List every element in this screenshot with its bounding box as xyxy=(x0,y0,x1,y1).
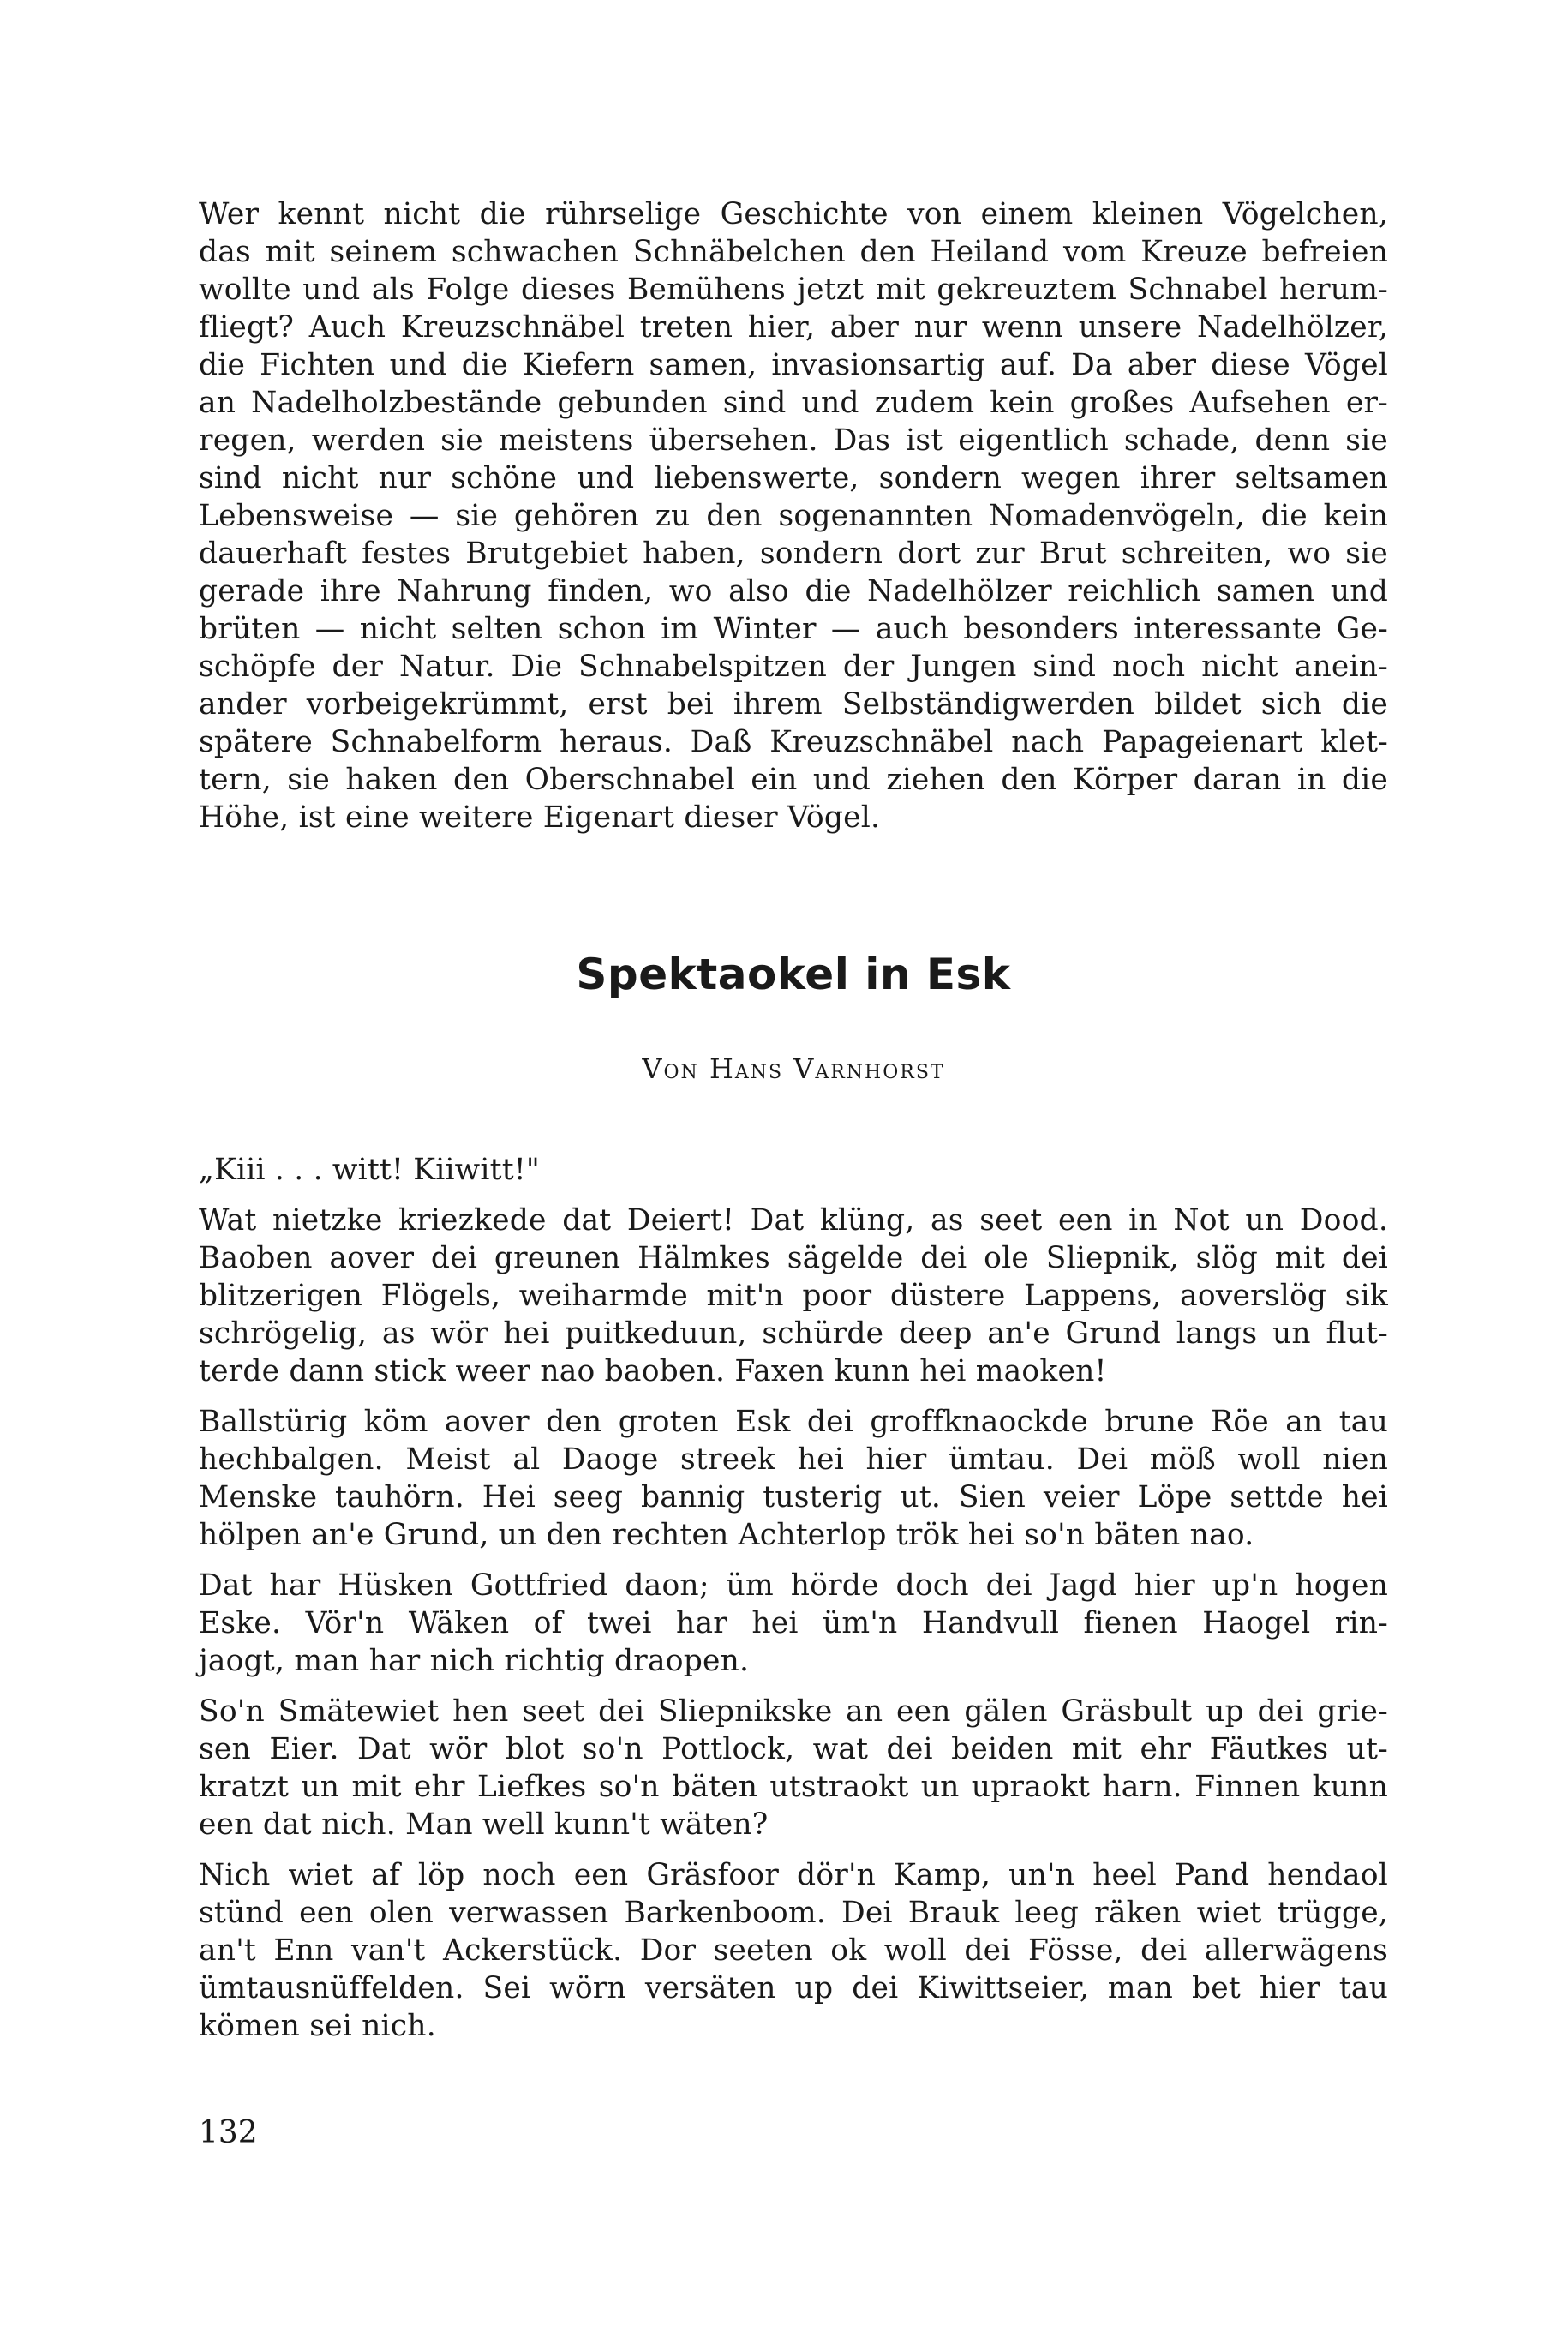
text-line: schrögelig, as wör hei puitkeduun, schürde deep an'e Grund langs un flut- xyxy=(199,1316,1388,1351)
text-line: wollte und als Folge dieses Bemühens jetzt mit gekreuztem Schnabel herum- xyxy=(199,273,1388,307)
text-line: sind nicht nur schöne und liebenswerte, sondern wegen ihrer seltsamen xyxy=(199,461,1388,495)
story-body xyxy=(199,1151,1388,2045)
text-line: tern, sie haken den Oberschnabel ein und ziehen den Körper daran in die xyxy=(199,763,1388,797)
text-line: hechbalgen. Meist al Daoge streek hei hier ümtau. Dei möß woll nien xyxy=(199,1442,1388,1477)
intro-paragraph xyxy=(199,195,1388,836)
story-paragraph xyxy=(199,1202,1388,1390)
text-line: kratzt un mit ehr Liefkes so'n bäten utstraokt un upraokt harn. Finnen kunn xyxy=(199,1770,1388,1804)
text-line: brüten — nicht selten schon im Winter — auch besonders interessante Ge- xyxy=(199,612,1388,646)
text-line: So'n Smätewiet hen seet dei Sliepnikske an een gälen Gräsbult up dei grie- xyxy=(199,1694,1388,1729)
text-line: an't Enn van't Ackerstück. Dor seeten ok woll dei Fösse, dei allerwägens xyxy=(199,1933,1388,1968)
text-line: ander vorbeigekrümmt, erst bei ihrem Selbständigwerden bildet sich die xyxy=(199,687,1388,722)
text-line: blitzerigen Flögels, weiharmde mit'n poor düstere Lappens, aoverslög sik xyxy=(199,1279,1388,1313)
text-line: an Nadelholzbestände gebunden sind und zudem kein großes Aufsehen er- xyxy=(199,386,1388,420)
text-line: Wer kennt nicht die rührselige Geschichte von einem kleinen Vögelchen, xyxy=(199,197,1388,231)
text-line: „Kiii . . . witt! Kiiwitt!" xyxy=(199,1153,540,1187)
text-line: Nich wiet af löp noch een Gräsfoor dör'n Kamp, un'n heel Pand hendaol xyxy=(199,1858,1388,1892)
page-number: 132 xyxy=(199,2115,258,2150)
text-line: dauerhaft festes Brutgebiet haben, sondern dort zur Brut schreiten, wo sie xyxy=(199,537,1388,571)
story-paragraph xyxy=(199,1403,1388,1554)
article-title: Spektaokel in Esk xyxy=(576,950,1011,999)
text-line: Eske. Vör'n Wäken of twei har hei üm'n Handvull fienen Haogel rin- xyxy=(199,1606,1388,1640)
text-line: schöpfe der Natur. Die Schnabelspitzen der Jungen sind noch nicht anein- xyxy=(199,650,1388,684)
story-paragraph xyxy=(199,1567,1388,1680)
article-byline: Von Hans Varnhorst xyxy=(642,1052,945,1085)
text-line: hölpen an'e Grund, un den rechten Achterlop trök hei so'n bäten nao. xyxy=(199,1518,1254,1552)
text-line: Lebensweise — sie gehören zu den sogenannten Nomadenvögeln, die kein xyxy=(199,499,1388,533)
text-line: Höhe, ist eine weitere Eigenart dieser Vögel. xyxy=(199,800,881,835)
story-paragraph xyxy=(199,1856,1388,2045)
text-line: ümtausnüffelden. Sei wörn versäten up dei Kiwittseier, man bet hier tau xyxy=(199,1971,1388,2005)
text-line: Dat har Hüsken Gottfried daon; üm hörde doch dei Jagd hier up'n hogen xyxy=(199,1568,1388,1603)
text-line: die Fichten und die Kiefern samen, invasionsartig auf. Da aber diese Vögel xyxy=(199,348,1388,382)
text-line: fliegt? Auch Kreuzschnäbel treten hier, aber nur wenn unsere Nadelhölzer, xyxy=(199,310,1388,345)
text-line: gerade ihre Nahrung finden, wo also die Nadelhölzer reichlich samen und xyxy=(199,574,1388,608)
text-line: sen Eier. Dat wör blot so'n Pottlock, wat dei beiden mit ehr Fäutkes ut- xyxy=(199,1732,1388,1766)
text-line: das mit seinem schwachen Schnäbelchen den Heiland vom Kreuze befreien xyxy=(199,235,1388,269)
text-line: een dat nich. Man well kunn't wäten? xyxy=(199,1807,769,1842)
story-paragraph xyxy=(199,1151,1388,1189)
text-line: regen, werden sie meistens übersehen. Das ist eigentlich schade, denn sie xyxy=(199,423,1388,458)
text-line: Menske tauhörn. Hei seeg bannig tusterig ut. Sien veier Löpe settde hei xyxy=(199,1480,1388,1514)
text-line: Wat nietzke kriezkede dat Deiert! Dat klüng, as seet een in Not un Dood. xyxy=(199,1203,1388,1238)
page-content xyxy=(199,195,1388,2150)
text-line: jaogt, man har nich richtig draopen. xyxy=(199,1644,750,1678)
text-line: terde dann stick weer nao baoben. Faxen kunn hei maoken! xyxy=(199,1354,1107,1388)
text-line: spätere Schnabelform heraus. Daß Kreuzschnäbel nach Papageienart klet- xyxy=(199,725,1388,759)
text-line: Ballstürig köm aover den groten Esk dei groffknaockde brune Röe an tau xyxy=(199,1405,1388,1439)
text-line: kömen sei nich. xyxy=(199,2009,436,2043)
text-line: stünd een olen verwassen Barkenboom. Dei Brauk leeg räken wiet trügge, xyxy=(199,1896,1388,1930)
text-line: Baoben aover dei greunen Hälmkes sägelde dei ole Sliepnik, slög mit dei xyxy=(199,1241,1388,1275)
story-paragraph xyxy=(199,1693,1388,1843)
